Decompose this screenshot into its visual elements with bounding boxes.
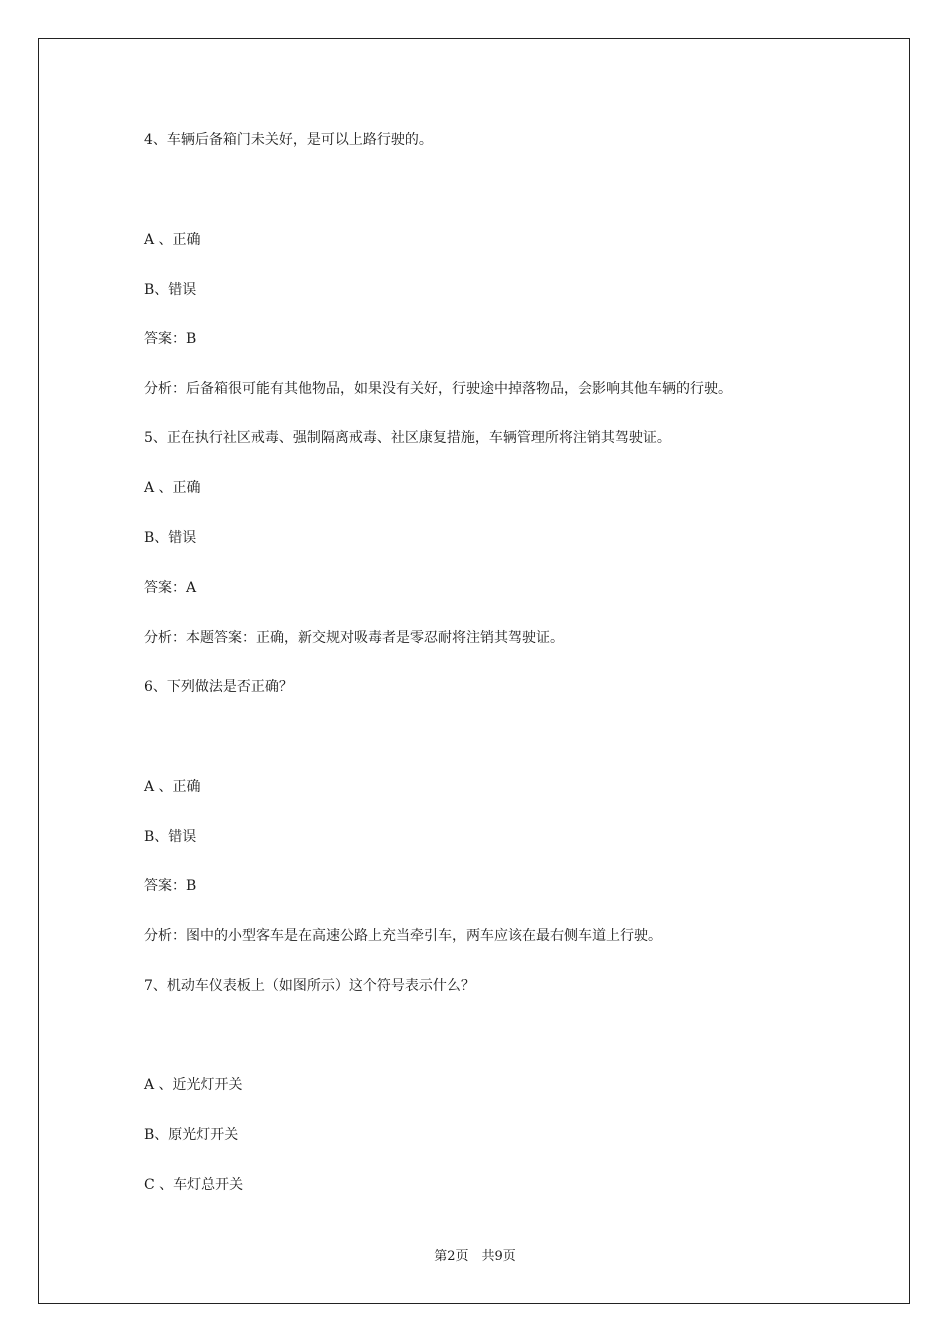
question-6-text: 6、下列做法是否正确？: [144, 679, 293, 695]
question-4-text: 4、车辆后备箱门未关好，是可以上路行驶的。: [144, 132, 433, 148]
question-4-option-a: A 、正确: [144, 232, 201, 248]
question-6-option-a: A 、正确: [144, 779, 201, 795]
question-7-option-c: C 、车灯总开关: [144, 1177, 244, 1193]
page-footer: 第2页 共9页: [434, 1249, 516, 1264]
question-5-option-a: A 、正确: [144, 480, 201, 496]
question-6-answer: 答案：B: [144, 878, 197, 894]
question-5-analysis: 分析：本题答案：正确，新交规对吸毒者是零忍耐将注销其驾驶证。: [144, 630, 564, 646]
question-4-option-b: B、错误: [144, 282, 197, 298]
question-6-analysis: 分析：图中的小型客车是在高速公路上充当牵引车，两车应该在最右侧车道上行驶。: [144, 928, 662, 944]
question-5-option-b: B、错误: [144, 530, 197, 546]
page-border: [38, 38, 910, 1304]
question-4-analysis: 分析：后备箱很可能有其他物品，如果没有关好，行驶途中掉落物品，会影响其他车辆的行驶。: [144, 381, 732, 397]
question-5-text: 5、正在执行社区戒毒、强制隔离戒毒、社区康复措施，车辆管理所将注销其驾驶证。: [144, 430, 671, 446]
question-7-option-a: A 、近光灯开关: [144, 1077, 243, 1093]
question-4-answer: 答案：B: [144, 331, 197, 347]
question-7-option-b: B、原光灯开关: [144, 1127, 239, 1143]
question-7-text: 7、机动车仪表板上（如图所示）这个符号表示什么？: [144, 978, 475, 994]
question-6-option-b: B、错误: [144, 829, 197, 845]
question-5-answer: 答案：A: [144, 580, 197, 596]
